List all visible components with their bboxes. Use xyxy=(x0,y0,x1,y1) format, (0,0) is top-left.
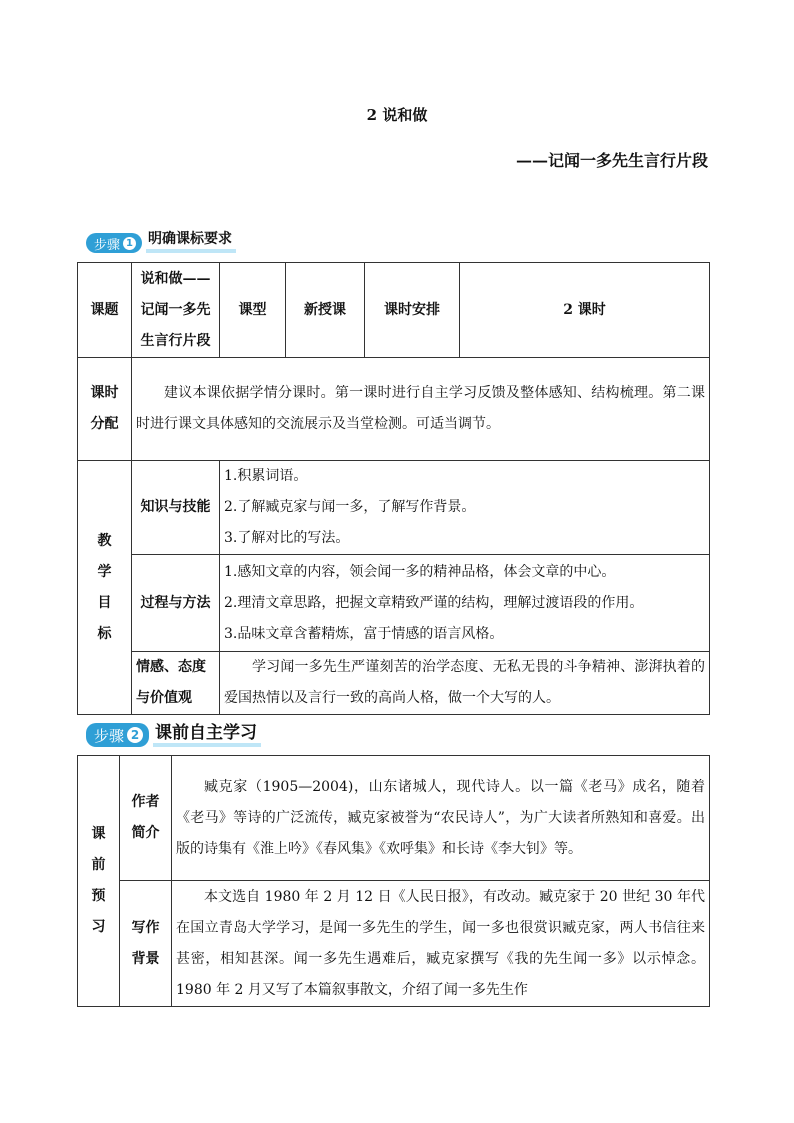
step-2-badge-text: 步骤 xyxy=(94,726,125,745)
step-2-banner xyxy=(86,721,261,747)
topic-value: 说和做——记闻一多先生言行片段 xyxy=(132,263,220,358)
step-1-banner xyxy=(86,231,236,253)
background-header: 写作背景 xyxy=(120,881,172,1007)
table-row xyxy=(78,555,710,652)
table-row xyxy=(78,263,710,358)
schedule-header: 课时安排 xyxy=(365,263,460,358)
table-row xyxy=(78,358,710,461)
preview-table xyxy=(77,755,710,1007)
step-1-number: 1 xyxy=(123,237,136,250)
goal-process-cell xyxy=(220,555,710,652)
step-2-badge xyxy=(86,723,149,747)
background-text: 本文选自 1980 年 2 月 12 日《人民日报》，有改动。臧克家于 20 世纪 30 年代在国立青岛大学学习，是闻一多先生的学生，闻一多也很赏识臧克家，两人书信往来甚密，相知甚深。闻一多先生遇难后，臧克家撰写《我的先生闻一多》以示悼念。1980 年 2 月又写了本篇叙事散文，介绍了闻一多先生作 xyxy=(172,881,710,1007)
teaching-goals-header: 教学目标 xyxy=(78,461,132,715)
step-1-badge xyxy=(86,233,142,253)
topic-header: 课题 xyxy=(78,263,132,358)
list-item: 1.感知文章的内容，领会闻一多的精神品格，体会文章的中心。 xyxy=(224,563,616,580)
step-2-label: 课前自主学习 xyxy=(153,724,261,747)
list-item: 3.品味文章含蓄精炼，富于情感的语言风格。 xyxy=(224,625,504,642)
table-row xyxy=(78,756,710,881)
schedule-value: 2 课时 xyxy=(460,263,710,358)
lesson-type-value: 新授课 xyxy=(286,263,365,358)
list-item: 2.了解臧克家与闻一多，了解写作背景。 xyxy=(224,499,476,515)
step-1-badge-text: 步骤 xyxy=(94,237,121,253)
period-allocation-text: 建议本课依据学情分课时。第一课时进行自主学习反馈及整体感知、结构梳理。第二课时进行课文具体感知的交流展示及当堂检测。可适当调节。 xyxy=(132,358,710,461)
table-row xyxy=(78,881,710,1007)
author-intro-text: 臧克家（1905—2004)，山东诸城人，现代诗人。以一篇《老马》成名，随着《老马》等诗的广泛流传，臧克家被誉为“农民诗人”，为广大读者所熟知和喜爱。出版的诗集有《淮上吟》《春风集》《欢呼集》和长诗《李大钊》等。 xyxy=(172,756,710,881)
table-row xyxy=(78,461,710,555)
step-2-number: 2 xyxy=(127,727,143,743)
goal-knowledge-header: 知识与技能 xyxy=(132,461,220,555)
goal-knowledge-cell xyxy=(220,461,710,555)
goal-attitude-text: 学习闻一多先生严谨刻苦的治学态度、无私无畏的斗争精神、澎湃执着的爱国热情以及言行一致的高尚人格，做一个大写的人。 xyxy=(220,652,710,715)
period-allocation-header: 课时分配 xyxy=(78,358,132,461)
list-item: 1.积累词语。 xyxy=(224,468,308,484)
list-item: 2.理清文章思路，把握文章精致严谨的结构，理解过渡语段的作用。 xyxy=(224,594,644,611)
document-title: 2 说和做 xyxy=(366,106,428,124)
curriculum-table xyxy=(77,262,710,715)
list-item: 3.了解对比的写法。 xyxy=(224,530,350,546)
table-row xyxy=(78,652,710,715)
document-subtitle: ——记闻一多先生言行片段 xyxy=(515,151,708,170)
lesson-type-header: 课型 xyxy=(220,263,286,358)
preview-header: 课前预习 xyxy=(78,756,120,1007)
goal-attitude-header: 情感、态度与价值观 xyxy=(132,652,220,715)
author-intro-header: 作者简介 xyxy=(120,756,172,881)
step-1-label: 明确课标要求 xyxy=(146,230,236,253)
goal-process-header: 过程与方法 xyxy=(132,555,220,652)
